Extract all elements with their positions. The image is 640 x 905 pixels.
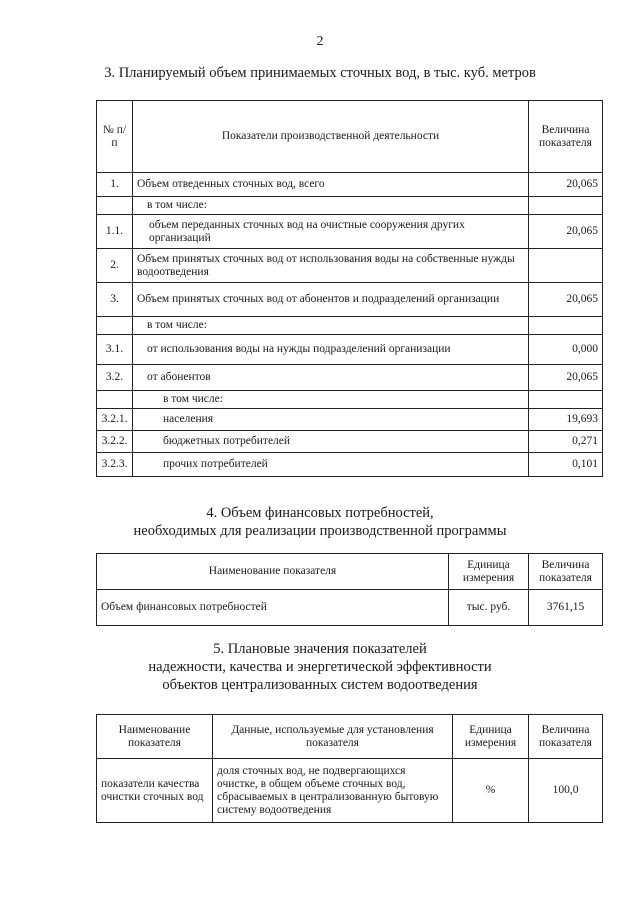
wastewater-volume-table bbox=[96, 100, 603, 477]
row-label: от использования воды на нужды подразделений организации bbox=[133, 335, 529, 365]
header-indicator: Показатели производственной деятельности bbox=[133, 101, 529, 173]
row-value: 20,065 bbox=[529, 283, 603, 317]
row-value: 19,693 bbox=[529, 409, 603, 431]
table-row bbox=[97, 215, 603, 249]
header-data: Данные, используемые для установления показателя bbox=[213, 715, 453, 759]
row-num bbox=[97, 197, 133, 215]
section5-title-line3: объектов централизованных систем водоотведения bbox=[162, 677, 478, 693]
row-label: Объем принятых сточных вод от использования воды на собственные нужды водоотведения bbox=[133, 249, 529, 283]
header-name: Наименование показателя bbox=[97, 554, 449, 590]
table-header-row bbox=[97, 715, 603, 759]
row-num: 3. bbox=[97, 283, 133, 317]
table-row bbox=[97, 335, 603, 365]
section4-title-line2: необходимых для реализации производственной программы bbox=[133, 523, 507, 539]
row-value bbox=[529, 391, 603, 409]
row-num: 2. bbox=[97, 249, 133, 283]
table-row bbox=[97, 249, 603, 283]
header-unit: Единица измерения bbox=[449, 554, 529, 590]
section4-title-line1: 4. Объем финансовых потребностей, bbox=[206, 505, 434, 521]
quality-indicators-table bbox=[96, 714, 603, 823]
row-unit: % bbox=[453, 759, 529, 823]
row-label: в том числе: bbox=[133, 317, 529, 335]
row-label: бюджетных потребителей bbox=[133, 431, 529, 453]
row-num bbox=[97, 317, 133, 335]
row-value: 100,0 bbox=[529, 759, 603, 823]
row-label: Объем принятых сточных вод от абонентов и подразделений организации bbox=[133, 283, 529, 317]
row-name: показатели качества очистки сточных вод bbox=[97, 759, 213, 823]
header-value: Величина показателя bbox=[529, 101, 603, 173]
header-unit: Единица измерения bbox=[453, 715, 529, 759]
page-number: 2 bbox=[316, 34, 324, 49]
row-num: 3.1. bbox=[97, 335, 133, 365]
row-num: 3.2.1. bbox=[97, 409, 133, 431]
table-row bbox=[97, 173, 603, 197]
section5-title-line2: надежности, качества и энергетической эффективности bbox=[148, 659, 492, 675]
table-row bbox=[97, 453, 603, 477]
row-unit: тыс. руб. bbox=[449, 590, 529, 626]
section5-title-line1: 5. Плановые значения показателей bbox=[213, 641, 427, 657]
table-row bbox=[97, 317, 603, 335]
row-value: 0,000 bbox=[529, 335, 603, 365]
row-num: 3.2.2. bbox=[97, 431, 133, 453]
header-value: Величина показателя bbox=[529, 554, 603, 590]
table-row bbox=[97, 283, 603, 317]
row-num: 1. bbox=[97, 173, 133, 197]
row-label: от абонентов bbox=[133, 365, 529, 391]
row-value bbox=[529, 249, 603, 283]
header-name: Наименование показателя bbox=[97, 715, 213, 759]
header-value: Величина показателя bbox=[529, 715, 603, 759]
table-header-row bbox=[97, 554, 603, 590]
row-value: 20,065 bbox=[529, 215, 603, 249]
table-row bbox=[97, 431, 603, 453]
table-row bbox=[97, 365, 603, 391]
table-row bbox=[97, 197, 603, 215]
row-value bbox=[529, 317, 603, 335]
table-header-row bbox=[97, 101, 603, 173]
row-num: 3.2. bbox=[97, 365, 133, 391]
row-label: Объем отведенных сточных вод, всего bbox=[133, 173, 529, 197]
row-value: 20,065 bbox=[529, 365, 603, 391]
row-data: доля сточных вод, не подвергающихся очистке, в общем объеме сточных вод, сбрасываемых в централизованную бытовую систему водоотведения bbox=[213, 759, 453, 823]
row-value: 0,271 bbox=[529, 431, 603, 453]
row-label: населения bbox=[133, 409, 529, 431]
row-num: 3.2.3. bbox=[97, 453, 133, 477]
row-num: 1.1. bbox=[97, 215, 133, 249]
table-row bbox=[97, 409, 603, 431]
row-label: в том числе: bbox=[133, 391, 529, 409]
financial-needs-table bbox=[96, 553, 603, 626]
header-num: № п/п bbox=[97, 101, 133, 173]
row-value bbox=[529, 197, 603, 215]
section3-title: 3. Планируемый объем принимаемых сточных вод, в тыс. куб. метров bbox=[104, 65, 536, 81]
row-value: 20,065 bbox=[529, 173, 603, 197]
row-num bbox=[97, 391, 133, 409]
row-label: в том числе: bbox=[133, 197, 529, 215]
table-row bbox=[97, 391, 603, 409]
row-value: 3761,15 bbox=[529, 590, 603, 626]
row-label: прочих потребителей bbox=[133, 453, 529, 477]
row-value: 0,101 bbox=[529, 453, 603, 477]
row-name: Объем финансовых потребностей bbox=[97, 590, 449, 626]
row-label: объем переданных сточных вод на очистные сооружения других организаций bbox=[133, 215, 529, 249]
table-row bbox=[97, 590, 603, 626]
table-row bbox=[97, 759, 603, 823]
